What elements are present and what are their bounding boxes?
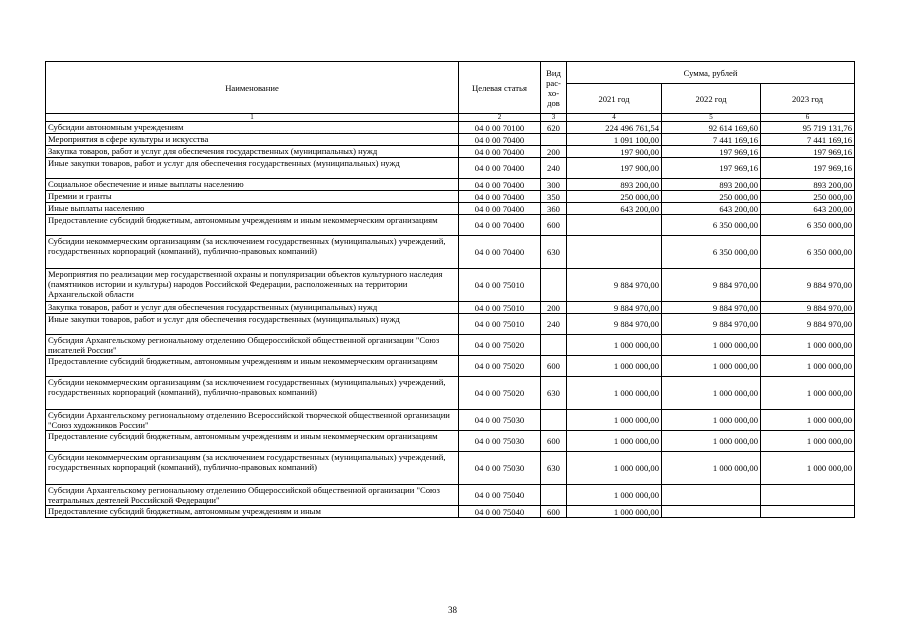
cell-sum-2023: 7 441 169,16 bbox=[761, 134, 855, 146]
page-number: 38 bbox=[448, 605, 457, 615]
header-name: Наименование bbox=[46, 62, 459, 114]
cell-target-article: 04 0 00 75010 bbox=[459, 314, 541, 335]
cell-sum-2023 bbox=[761, 485, 855, 506]
table-row bbox=[46, 146, 855, 158]
cell-target-article: 04 0 00 75010 bbox=[459, 269, 541, 302]
cell-sum-2022: 250 000,00 bbox=[662, 191, 761, 203]
cell-expense-type: 360 bbox=[541, 203, 567, 215]
cell-sum-2022: 1 000 000,00 bbox=[662, 335, 761, 356]
cell-sum-2021: 893 200,00 bbox=[567, 179, 662, 191]
header-year-2023: 2023 год bbox=[761, 84, 855, 114]
cell-sum-2022: 1 000 000,00 bbox=[662, 410, 761, 431]
table-row bbox=[46, 335, 855, 356]
cell-sum-2021: 1 000 000,00 bbox=[567, 410, 662, 431]
cell-name: Мероприятия в сфере культуры и искусства bbox=[46, 134, 459, 146]
header-target-article: Целевая статья bbox=[459, 62, 541, 114]
cell-sum-2023: 1 000 000,00 bbox=[761, 452, 855, 485]
cell-sum-2023: 6 350 000,00 bbox=[761, 236, 855, 269]
table-row bbox=[46, 215, 855, 236]
cell-target-article: 04 0 00 70400 bbox=[459, 203, 541, 215]
cell-sum-2021: 643 200,00 bbox=[567, 203, 662, 215]
cell-sum-2023: 6 350 000,00 bbox=[761, 215, 855, 236]
cell-sum-2022: 1 000 000,00 bbox=[662, 356, 761, 377]
cell-sum-2021: 224 496 761,54 bbox=[567, 122, 662, 134]
cell-sum-2021 bbox=[567, 215, 662, 236]
cell-expense-type: 630 bbox=[541, 452, 567, 485]
cell-name: Мероприятия по реализации мер государственной охраны и популяризации объектов культурного наследия (памятников истории и культуры) народов Российской Федерации, расположенных на территории Архангельской области bbox=[46, 269, 459, 302]
column-index: 3 bbox=[541, 114, 567, 122]
table-row bbox=[46, 410, 855, 431]
cell-sum-2021: 1 000 000,00 bbox=[567, 356, 662, 377]
cell-target-article: 04 0 00 75010 bbox=[459, 302, 541, 314]
cell-sum-2022 bbox=[662, 506, 761, 518]
cell-sum-2023: 250 000,00 bbox=[761, 191, 855, 203]
cell-sum-2022: 9 884 970,00 bbox=[662, 314, 761, 335]
cell-expense-type: 600 bbox=[541, 215, 567, 236]
cell-sum-2022: 6 350 000,00 bbox=[662, 215, 761, 236]
table-row bbox=[46, 302, 855, 314]
cell-target-article: 04 0 00 70400 bbox=[459, 146, 541, 158]
cell-sum-2021: 197 900,00 bbox=[567, 158, 662, 179]
cell-expense-type bbox=[541, 485, 567, 506]
table-row bbox=[46, 191, 855, 203]
cell-sum-2021: 9 884 970,00 bbox=[567, 314, 662, 335]
cell-sum-2023: 1 000 000,00 bbox=[761, 410, 855, 431]
cell-expense-type: 240 bbox=[541, 314, 567, 335]
table-row bbox=[46, 452, 855, 485]
cell-sum-2021: 250 000,00 bbox=[567, 191, 662, 203]
cell-sum-2023: 9 884 970,00 bbox=[761, 269, 855, 302]
table-row bbox=[46, 179, 855, 191]
cell-sum-2021: 1 091 100,00 bbox=[567, 134, 662, 146]
cell-sum-2022: 1 000 000,00 bbox=[662, 452, 761, 485]
cell-target-article: 04 0 00 70400 bbox=[459, 191, 541, 203]
cell-name: Премии и гранты bbox=[46, 191, 459, 203]
cell-sum-2021 bbox=[567, 236, 662, 269]
cell-sum-2021: 1 000 000,00 bbox=[567, 377, 662, 410]
cell-target-article: 04 0 00 75020 bbox=[459, 377, 541, 410]
cell-sum-2022: 197 969,16 bbox=[662, 146, 761, 158]
cell-sum-2022: 6 350 000,00 bbox=[662, 236, 761, 269]
cell-expense-type bbox=[541, 335, 567, 356]
cell-expense-type: 200 bbox=[541, 302, 567, 314]
cell-target-article: 04 0 00 75020 bbox=[459, 335, 541, 356]
column-index: 2 bbox=[459, 114, 541, 122]
cell-sum-2022: 1 000 000,00 bbox=[662, 431, 761, 452]
table-row bbox=[46, 203, 855, 215]
cell-expense-type: 350 bbox=[541, 191, 567, 203]
cell-sum-2021: 1 000 000,00 bbox=[567, 335, 662, 356]
header-year-2021: 2021 год bbox=[567, 84, 662, 114]
header-year-2022: 2022 год bbox=[662, 84, 761, 114]
table-row bbox=[46, 122, 855, 134]
cell-sum-2021: 9 884 970,00 bbox=[567, 302, 662, 314]
table-row bbox=[46, 236, 855, 269]
cell-name: Предоставление субсидий бюджетным, автономным учреждениям и иным bbox=[46, 506, 459, 518]
cell-sum-2022: 92 614 169,60 bbox=[662, 122, 761, 134]
cell-name: Закупка товаров, работ и услуг для обеспечения государственных (муниципальных) нужд bbox=[46, 302, 459, 314]
cell-name: Субсидии некоммерческим организациям (за исключением государственных (муниципальных) учреждений, государственных корпораций (компаний), публично-правовых компаний) bbox=[46, 452, 459, 485]
cell-target-article: 04 0 00 70400 bbox=[459, 158, 541, 179]
cell-target-article: 04 0 00 75040 bbox=[459, 485, 541, 506]
cell-name: Социальное обеспечение и иные выплаты населению bbox=[46, 179, 459, 191]
cell-expense-type: 600 bbox=[541, 431, 567, 452]
cell-target-article: 04 0 00 70400 bbox=[459, 236, 541, 269]
cell-name: Предоставление субсидий бюджетным, автономным учреждениям и иным некоммерческим организациям bbox=[46, 215, 459, 236]
cell-expense-type bbox=[541, 134, 567, 146]
column-index: 5 bbox=[662, 114, 761, 122]
cell-target-article: 04 0 00 75030 bbox=[459, 410, 541, 431]
cell-sum-2021: 1 000 000,00 bbox=[567, 506, 662, 518]
cell-sum-2023: 1 000 000,00 bbox=[761, 335, 855, 356]
table-row bbox=[46, 356, 855, 377]
cell-sum-2022: 197 969,16 bbox=[662, 158, 761, 179]
cell-sum-2023: 95 719 131,76 bbox=[761, 122, 855, 134]
cell-name: Субсидия Архангельскому региональному отделению Общероссийской общественной организации "Союз писателей России" bbox=[46, 335, 459, 356]
cell-sum-2023: 1 000 000,00 bbox=[761, 356, 855, 377]
cell-name: Иные закупки товаров, работ и услуг для обеспечения государственных (муниципальных) нужд bbox=[46, 158, 459, 179]
cell-target-article: 04 0 00 75020 bbox=[459, 356, 541, 377]
cell-sum-2023: 643 200,00 bbox=[761, 203, 855, 215]
cell-sum-2021: 197 900,00 bbox=[567, 146, 662, 158]
cell-sum-2021: 1 000 000,00 bbox=[567, 485, 662, 506]
cell-name: Закупка товаров, работ и услуг для обеспечения государственных (муниципальных) нужд bbox=[46, 146, 459, 158]
column-index: 1 bbox=[46, 114, 459, 122]
cell-target-article: 04 0 00 75030 bbox=[459, 431, 541, 452]
cell-name: Субсидии некоммерческим организациям (за исключением государственных (муниципальных) учреждений, государственных корпораций (компаний), публично-правовых компаний) bbox=[46, 236, 459, 269]
cell-name: Субсидии автономным учреждениям bbox=[46, 122, 459, 134]
table-row bbox=[46, 506, 855, 518]
table-row bbox=[46, 485, 855, 506]
cell-target-article: 04 0 00 70400 bbox=[459, 179, 541, 191]
cell-target-article: 04 0 00 75030 bbox=[459, 452, 541, 485]
table-row bbox=[46, 377, 855, 410]
cell-sum-2023: 197 969,16 bbox=[761, 158, 855, 179]
cell-sum-2022: 893 200,00 bbox=[662, 179, 761, 191]
cell-expense-type: 200 bbox=[541, 146, 567, 158]
cell-name: Субсидии некоммерческим организациям (за исключением государственных (муниципальных) учреждений, государственных корпораций (компаний), публично-правовых компаний) bbox=[46, 377, 459, 410]
cell-name: Субсидии Архангельскому региональному отделению Всероссийской творческой общественной организации "Союз художников России" bbox=[46, 410, 459, 431]
table-row bbox=[46, 431, 855, 452]
cell-name: Иные закупки товаров, работ и услуг для обеспечения государственных (муниципальных) нужд bbox=[46, 314, 459, 335]
column-index: 6 bbox=[761, 114, 855, 122]
cell-sum-2023: 9 884 970,00 bbox=[761, 314, 855, 335]
cell-target-article: 04 0 00 70100 bbox=[459, 122, 541, 134]
table-row bbox=[46, 314, 855, 335]
cell-target-article: 04 0 00 75040 bbox=[459, 506, 541, 518]
header-sum: Сумма, рублей bbox=[567, 62, 855, 84]
cell-expense-type: 630 bbox=[541, 377, 567, 410]
cell-sum-2021: 1 000 000,00 bbox=[567, 431, 662, 452]
cell-sum-2023: 9 884 970,00 bbox=[761, 302, 855, 314]
cell-target-article: 04 0 00 70400 bbox=[459, 134, 541, 146]
cell-expense-type: 620 bbox=[541, 122, 567, 134]
cell-sum-2022: 9 884 970,00 bbox=[662, 302, 761, 314]
cell-sum-2022: 9 884 970,00 bbox=[662, 269, 761, 302]
cell-name: Субсидии Архангельскому региональному отделению Общероссийской общественной организации "Союз театральных деятелей Российской Федерации" bbox=[46, 485, 459, 506]
cell-sum-2022 bbox=[662, 485, 761, 506]
cell-target-article: 04 0 00 70400 bbox=[459, 215, 541, 236]
table-row bbox=[46, 134, 855, 146]
cell-expense-type: 600 bbox=[541, 506, 567, 518]
table-header bbox=[46, 62, 855, 122]
header-expense-type: Вид рас-хо-дов bbox=[541, 62, 567, 114]
cell-expense-type: 240 bbox=[541, 158, 567, 179]
cell-expense-type: 600 bbox=[541, 356, 567, 377]
cell-sum-2022: 643 200,00 bbox=[662, 203, 761, 215]
column-index: 4 bbox=[567, 114, 662, 122]
cell-sum-2023 bbox=[761, 506, 855, 518]
cell-expense-type bbox=[541, 269, 567, 302]
cell-name: Иные выплаты населению bbox=[46, 203, 459, 215]
cell-name: Предоставление субсидий бюджетным, автономным учреждениям и иным некоммерческим организациям bbox=[46, 356, 459, 377]
cell-expense-type bbox=[541, 410, 567, 431]
cell-sum-2021: 9 884 970,00 bbox=[567, 269, 662, 302]
table-row bbox=[46, 158, 855, 179]
cell-sum-2022: 7 441 169,16 bbox=[662, 134, 761, 146]
budget-table bbox=[45, 61, 855, 518]
column-index-row bbox=[46, 114, 855, 122]
cell-sum-2023: 1 000 000,00 bbox=[761, 377, 855, 410]
cell-sum-2021: 1 000 000,00 bbox=[567, 452, 662, 485]
cell-sum-2022: 1 000 000,00 bbox=[662, 377, 761, 410]
table-row bbox=[46, 269, 855, 302]
table-body bbox=[46, 122, 855, 518]
cell-name: Предоставление субсидий бюджетным, автономным учреждениям и иным некоммерческим организациям bbox=[46, 431, 459, 452]
cell-sum-2023: 893 200,00 bbox=[761, 179, 855, 191]
cell-expense-type: 630 bbox=[541, 236, 567, 269]
cell-expense-type: 300 bbox=[541, 179, 567, 191]
cell-sum-2023: 197 969,16 bbox=[761, 146, 855, 158]
cell-sum-2023: 1 000 000,00 bbox=[761, 431, 855, 452]
